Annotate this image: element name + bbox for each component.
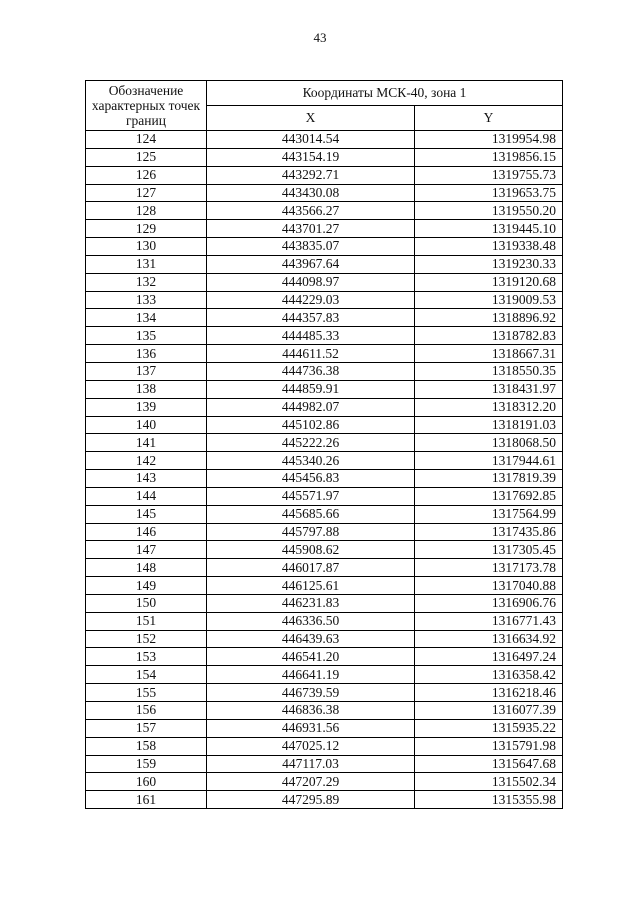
cell-x: 445571.97 bbox=[207, 487, 415, 505]
cell-y: 1317040.88 bbox=[415, 577, 563, 595]
cell-point: 155 bbox=[86, 684, 207, 702]
cell-x: 444982.07 bbox=[207, 398, 415, 416]
cell-y: 1315355.98 bbox=[415, 791, 563, 809]
cell-point: 161 bbox=[86, 791, 207, 809]
cell-y: 1315502.34 bbox=[415, 773, 563, 791]
cell-y: 1316771.43 bbox=[415, 612, 563, 630]
cell-x: 447295.89 bbox=[207, 791, 415, 809]
cell-y: 1317692.85 bbox=[415, 487, 563, 505]
cell-point: 130 bbox=[86, 238, 207, 256]
cell-x: 445797.88 bbox=[207, 523, 415, 541]
cell-y: 1319230.33 bbox=[415, 255, 563, 273]
table-row bbox=[86, 273, 563, 291]
table-row bbox=[86, 345, 563, 363]
cell-y: 1316077.39 bbox=[415, 702, 563, 720]
cell-point: 159 bbox=[86, 755, 207, 773]
cell-x: 445102.86 bbox=[207, 416, 415, 434]
table-row bbox=[86, 131, 563, 149]
cell-point: 131 bbox=[86, 255, 207, 273]
cell-x: 446231.83 bbox=[207, 594, 415, 612]
cell-point: 124 bbox=[86, 131, 207, 149]
cell-point: 135 bbox=[86, 327, 207, 345]
header-coordinate-system: Координаты МСК-40, зона 1 bbox=[207, 81, 563, 106]
cell-point: 156 bbox=[86, 702, 207, 720]
cell-x: 443014.54 bbox=[207, 131, 415, 149]
cell-y: 1316906.76 bbox=[415, 594, 563, 612]
cell-x: 444357.83 bbox=[207, 309, 415, 327]
table-row bbox=[86, 612, 563, 630]
cell-point: 125 bbox=[86, 148, 207, 166]
cell-x: 444736.38 bbox=[207, 362, 415, 380]
cell-y: 1319445.10 bbox=[415, 220, 563, 238]
cell-y: 1317435.86 bbox=[415, 523, 563, 541]
cell-point: 134 bbox=[86, 309, 207, 327]
cell-x: 444098.97 bbox=[207, 273, 415, 291]
cell-point: 150 bbox=[86, 594, 207, 612]
cell-x: 446125.61 bbox=[207, 577, 415, 595]
table-row bbox=[86, 523, 563, 541]
cell-y: 1319856.15 bbox=[415, 148, 563, 166]
cell-y: 1318782.83 bbox=[415, 327, 563, 345]
cell-y: 1315935.22 bbox=[415, 719, 563, 737]
cell-y: 1318667.31 bbox=[415, 345, 563, 363]
table-body bbox=[86, 131, 563, 809]
cell-y: 1316218.46 bbox=[415, 684, 563, 702]
cell-y: 1319954.98 bbox=[415, 131, 563, 149]
cell-point: 133 bbox=[86, 291, 207, 309]
cell-y: 1319755.73 bbox=[415, 166, 563, 184]
cell-point: 160 bbox=[86, 773, 207, 791]
cell-x: 446836.38 bbox=[207, 702, 415, 720]
cell-point: 129 bbox=[86, 220, 207, 238]
header-x: X bbox=[207, 106, 415, 131]
table-row bbox=[86, 434, 563, 452]
cell-x: 444229.03 bbox=[207, 291, 415, 309]
cell-y: 1316634.92 bbox=[415, 630, 563, 648]
cell-x: 447025.12 bbox=[207, 737, 415, 755]
cell-point: 143 bbox=[86, 470, 207, 488]
cell-point: 148 bbox=[86, 559, 207, 577]
cell-point: 126 bbox=[86, 166, 207, 184]
table-row bbox=[86, 220, 563, 238]
cell-x: 445908.62 bbox=[207, 541, 415, 559]
cell-point: 154 bbox=[86, 666, 207, 684]
cell-y: 1318191.03 bbox=[415, 416, 563, 434]
table-row bbox=[86, 166, 563, 184]
cell-point: 142 bbox=[86, 452, 207, 470]
cell-x: 443967.64 bbox=[207, 255, 415, 273]
table-row bbox=[86, 773, 563, 791]
page-number: 43 bbox=[313, 30, 327, 45]
cell-x: 445340.26 bbox=[207, 452, 415, 470]
cell-point: 128 bbox=[86, 202, 207, 220]
cell-y: 1317305.45 bbox=[415, 541, 563, 559]
cell-x: 444485.33 bbox=[207, 327, 415, 345]
table-row bbox=[86, 559, 563, 577]
cell-x: 446017.87 bbox=[207, 559, 415, 577]
cell-x: 446336.50 bbox=[207, 612, 415, 630]
cell-point: 152 bbox=[86, 630, 207, 648]
table-row bbox=[86, 791, 563, 809]
table-row bbox=[86, 362, 563, 380]
table-row bbox=[86, 630, 563, 648]
cell-y: 1317564.99 bbox=[415, 505, 563, 523]
cell-y: 1315647.68 bbox=[415, 755, 563, 773]
cell-y: 1315791.98 bbox=[415, 737, 563, 755]
cell-point: 146 bbox=[86, 523, 207, 541]
cell-point: 144 bbox=[86, 487, 207, 505]
cell-y: 1318431.97 bbox=[415, 380, 563, 398]
cell-point: 149 bbox=[86, 577, 207, 595]
coordinates-table bbox=[85, 80, 563, 809]
cell-x: 447207.29 bbox=[207, 773, 415, 791]
cell-y: 1317819.39 bbox=[415, 470, 563, 488]
table-row bbox=[86, 505, 563, 523]
cell-point: 139 bbox=[86, 398, 207, 416]
cell-point: 147 bbox=[86, 541, 207, 559]
table-row bbox=[86, 202, 563, 220]
cell-point: 138 bbox=[86, 380, 207, 398]
cell-x: 446641.19 bbox=[207, 666, 415, 684]
cell-y: 1316358.42 bbox=[415, 666, 563, 684]
cell-point: 151 bbox=[86, 612, 207, 630]
cell-x: 447117.03 bbox=[207, 755, 415, 773]
cell-x: 444611.52 bbox=[207, 345, 415, 363]
table-row bbox=[86, 238, 563, 256]
cell-x: 446439.63 bbox=[207, 630, 415, 648]
cell-point: 132 bbox=[86, 273, 207, 291]
cell-x: 443292.71 bbox=[207, 166, 415, 184]
cell-x: 443566.27 bbox=[207, 202, 415, 220]
table-row bbox=[86, 148, 563, 166]
table-row bbox=[86, 648, 563, 666]
cell-x: 446541.20 bbox=[207, 648, 415, 666]
table-row bbox=[86, 380, 563, 398]
table-row bbox=[86, 309, 563, 327]
header-point-designation: Обозначение характерных точек границ bbox=[86, 81, 207, 131]
cell-y: 1318550.35 bbox=[415, 362, 563, 380]
table-row bbox=[86, 487, 563, 505]
table-row bbox=[86, 719, 563, 737]
table-row bbox=[86, 291, 563, 309]
cell-x: 445456.83 bbox=[207, 470, 415, 488]
cell-y: 1316497.24 bbox=[415, 648, 563, 666]
cell-y: 1319550.20 bbox=[415, 202, 563, 220]
table-row bbox=[86, 416, 563, 434]
table-row bbox=[86, 470, 563, 488]
cell-y: 1319653.75 bbox=[415, 184, 563, 202]
table-row bbox=[86, 684, 563, 702]
cell-x: 443154.19 bbox=[207, 148, 415, 166]
table-row bbox=[86, 327, 563, 345]
cell-x: 443701.27 bbox=[207, 220, 415, 238]
cell-x: 444859.91 bbox=[207, 380, 415, 398]
table-row bbox=[86, 541, 563, 559]
cell-point: 140 bbox=[86, 416, 207, 434]
cell-point: 137 bbox=[86, 362, 207, 380]
table-row bbox=[86, 452, 563, 470]
cell-point: 157 bbox=[86, 719, 207, 737]
cell-point: 136 bbox=[86, 345, 207, 363]
cell-x: 443430.08 bbox=[207, 184, 415, 202]
table-row bbox=[86, 255, 563, 273]
cell-x: 445222.26 bbox=[207, 434, 415, 452]
cell-y: 1319338.48 bbox=[415, 238, 563, 256]
cell-y: 1318312.20 bbox=[415, 398, 563, 416]
cell-point: 141 bbox=[86, 434, 207, 452]
cell-point: 158 bbox=[86, 737, 207, 755]
table-row bbox=[86, 702, 563, 720]
cell-y: 1317173.78 bbox=[415, 559, 563, 577]
cell-y: 1317944.61 bbox=[415, 452, 563, 470]
cell-point: 145 bbox=[86, 505, 207, 523]
cell-y: 1319120.68 bbox=[415, 273, 563, 291]
cell-point: 153 bbox=[86, 648, 207, 666]
cell-x: 446931.56 bbox=[207, 719, 415, 737]
cell-x: 445685.66 bbox=[207, 505, 415, 523]
header-y: Y bbox=[415, 106, 563, 131]
table-row bbox=[86, 398, 563, 416]
table-row bbox=[86, 594, 563, 612]
cell-y: 1319009.53 bbox=[415, 291, 563, 309]
cell-x: 443835.07 bbox=[207, 238, 415, 256]
cell-y: 1318896.92 bbox=[415, 309, 563, 327]
cell-x: 446739.59 bbox=[207, 684, 415, 702]
table-row bbox=[86, 755, 563, 773]
table-row bbox=[86, 666, 563, 684]
table-row bbox=[86, 184, 563, 202]
table-row bbox=[86, 577, 563, 595]
cell-point: 127 bbox=[86, 184, 207, 202]
table-row bbox=[86, 737, 563, 755]
cell-y: 1318068.50 bbox=[415, 434, 563, 452]
